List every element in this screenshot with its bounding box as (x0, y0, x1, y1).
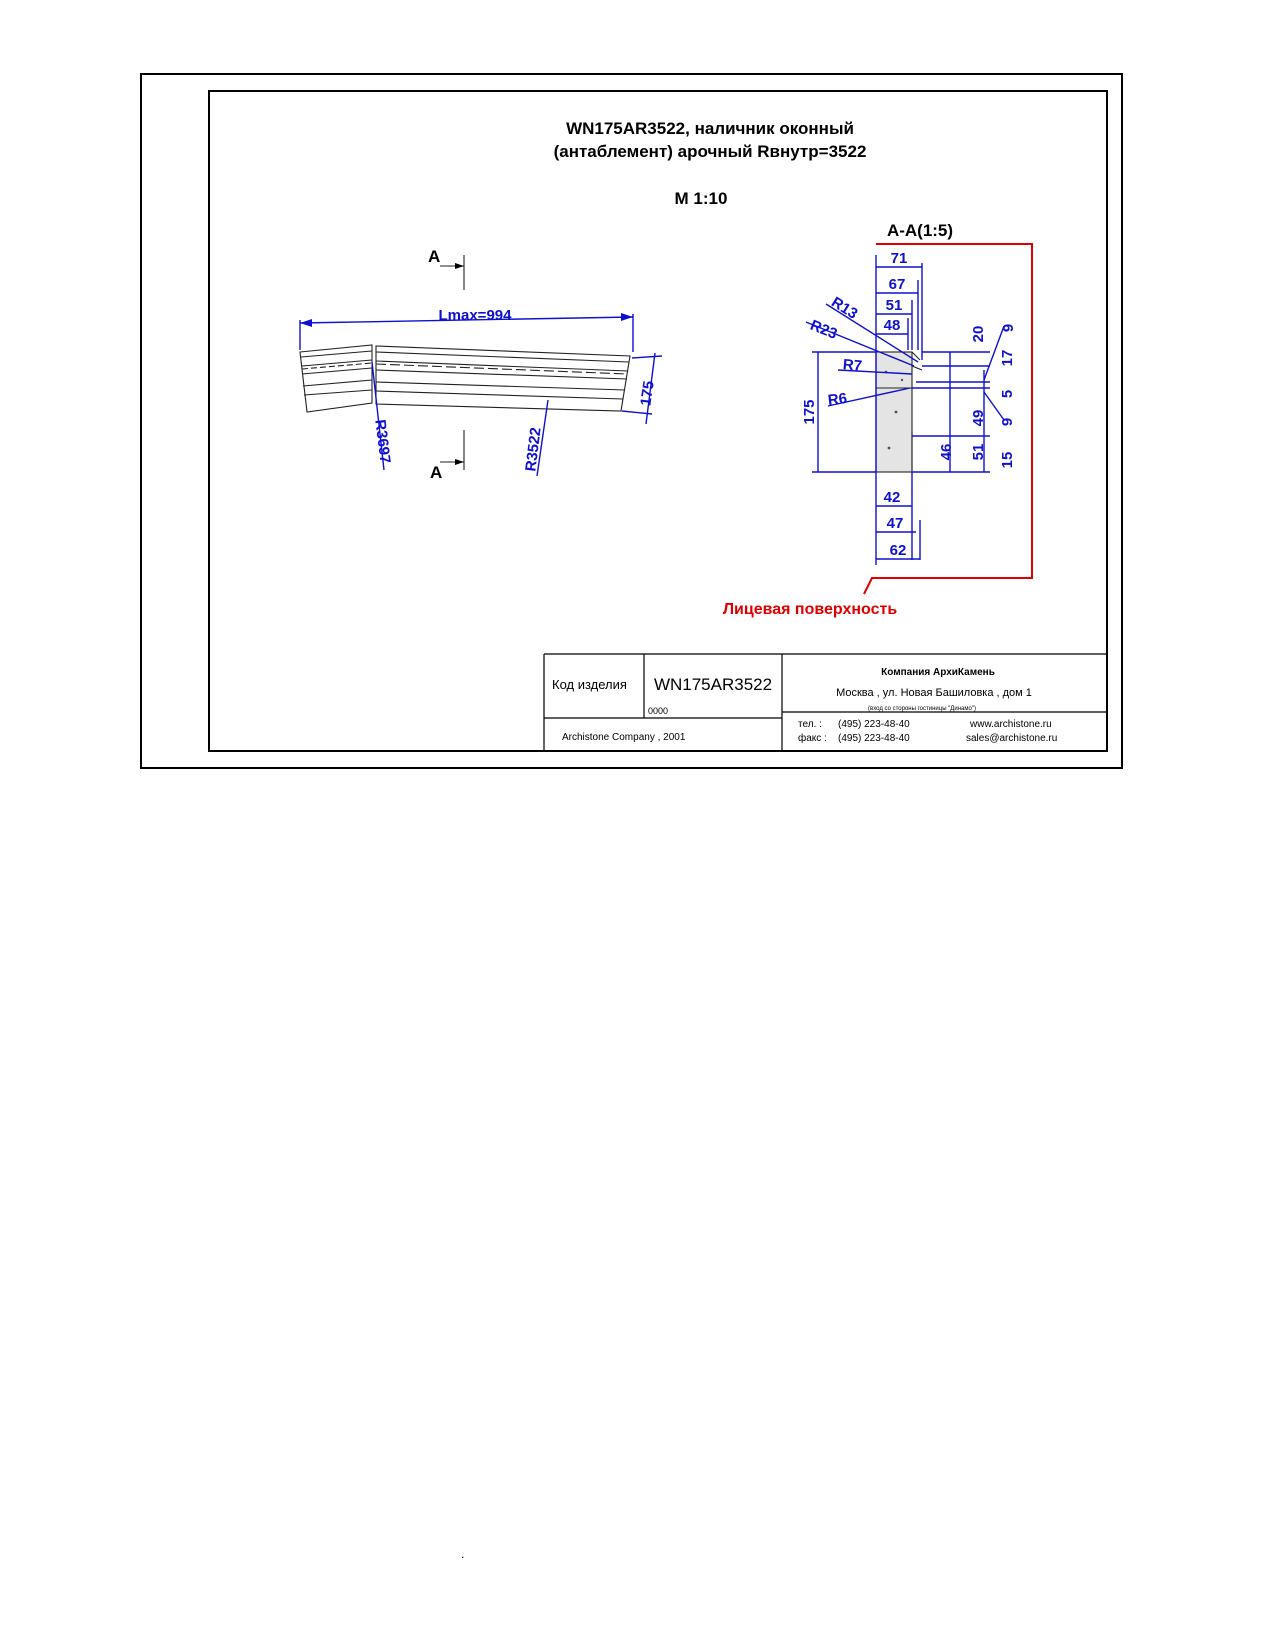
drawing-title-line1: WN175AR3522, наличник оконный (566, 119, 854, 138)
dim-right-20: 20 (970, 325, 987, 343)
dim-r-inner: R3522 (522, 426, 545, 473)
elevation-view (300, 247, 662, 482)
code-label: Код изделия (552, 677, 627, 692)
drawing-title-line2: (антаблемент) арочный Rвнутр=3522 (553, 142, 867, 161)
tel-label: тел. : (798, 719, 822, 730)
dim-r6: R6 (826, 389, 849, 410)
dim-bottom-62: 62 (889, 542, 907, 559)
website: www.archistone.ru (970, 719, 1052, 730)
dim-bottom-42: 42 (883, 489, 901, 506)
section-mark-bottom: A (430, 463, 443, 482)
dim-right-49: 49 (970, 409, 987, 427)
dim-r23: R23 (807, 316, 840, 343)
dim-r-outer: R3697 (371, 418, 394, 465)
footer-dot: . (461, 1547, 465, 1561)
front-face-label: Лицевая поверхность (722, 601, 898, 618)
dim-right-5: 5 (999, 389, 1016, 399)
tel-number: (495) 223-48-40 (838, 719, 910, 730)
dim-section-height: 175 (801, 399, 818, 425)
section-label: A-A(1:5) (886, 221, 954, 240)
fax-label: факс : (798, 733, 827, 744)
dim-bottom-47: 47 (886, 515, 904, 532)
dim-r13: R13 (828, 293, 861, 323)
fax-number: (495) 223-48-40 (838, 733, 910, 744)
section-mark-top: A (428, 247, 441, 266)
company-name: Компания АрхиКамень (881, 667, 995, 678)
section-profile (876, 352, 912, 472)
dim-top-67: 67 (888, 276, 906, 293)
title-block (544, 654, 1107, 751)
drawing-scale: М 1:10 (674, 189, 728, 208)
code-value: WN175AR3522 (653, 675, 773, 694)
dim-top-71: 71 (890, 250, 908, 267)
dim-right-15: 15 (999, 451, 1016, 469)
address-note: (вход со стороны гостиницы "Динамо") (868, 706, 976, 712)
dim-right-17: 17 (999, 349, 1016, 367)
dim-lmax: Lmax=994 (438, 307, 512, 324)
email: sales@archistone.ru (966, 733, 1058, 744)
dim-r7: R7 (842, 356, 863, 375)
dim-right-9b: 9 (999, 417, 1016, 427)
section-view (723, 221, 1032, 618)
copyright: Archistone Company , 2001 (562, 732, 686, 743)
sub-code: 0000 (648, 706, 669, 716)
elevation-left-segment (300, 345, 372, 412)
dim-right-9a: 9 (1000, 323, 1017, 333)
company-address: Москва , ул. Новая Башиловка , дом 1 (836, 687, 1032, 699)
dim-elevation-height: 175 (637, 379, 658, 407)
dim-top-48: 48 (883, 317, 901, 334)
elevation-main-segment (376, 346, 630, 411)
dim-right-51: 51 (970, 443, 987, 461)
dim-right-46: 46 (938, 443, 955, 461)
dim-top-51: 51 (885, 297, 903, 314)
